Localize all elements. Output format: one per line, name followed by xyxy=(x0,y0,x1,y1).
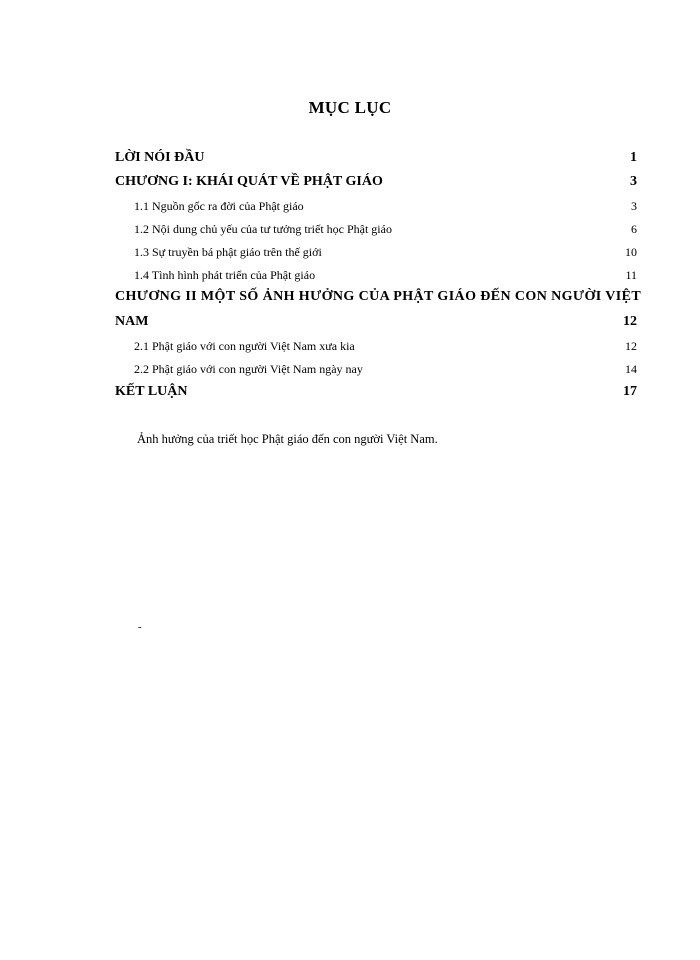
toc-entry-section-1-2[interactable] xyxy=(134,222,637,237)
toc-entry-label: 2.1 Phật giáo với con người Việt Nam xưa kia xyxy=(134,339,355,353)
toc-page-number: 14 xyxy=(625,362,637,376)
document-subtitle: Ảnh hưởng của triết học Phật giáo đến con người Việt Nam. xyxy=(137,432,438,446)
toc-entry-section-1-1[interactable] xyxy=(134,199,637,214)
toc-page-number: 11 xyxy=(625,268,637,282)
toc-entry-section-2-2[interactable] xyxy=(134,362,637,377)
toc-entry-chapter-2-line1[interactable]: CHƯƠNG II MỘT SỐ ẢNH HƯỞNG CỦA PHẬT GIÁO ĐẾN CON NGƯỜI VIỆT xyxy=(115,289,642,304)
toc-page-number: 3 xyxy=(631,199,637,213)
toc-entry-label: 1.3 Sự truyền bá phật giáo trên thế giới xyxy=(134,245,322,259)
toc-page-number: 3 xyxy=(630,174,637,189)
toc-entry-label: 2.2 Phật giáo với con người Việt Nam ngày nay xyxy=(134,362,363,376)
toc-entry-label: CHƯƠNG I: KHÁI QUÁT VỀ PHẬT GIÁO xyxy=(115,174,383,189)
toc-page-number: 12 xyxy=(625,339,637,353)
toc-entry-preface[interactable] xyxy=(115,150,637,166)
toc-entry-chapter-1[interactable] xyxy=(115,174,637,190)
page-title: MỤC LỤC xyxy=(308,98,392,117)
toc-entry-label: KẾT LUẬN xyxy=(115,384,188,399)
toc-entry-label: NAM xyxy=(115,314,149,329)
toc-page-number: 10 xyxy=(625,245,637,259)
toc-entry-conclusion[interactable] xyxy=(115,384,637,400)
toc-entry-section-2-1[interactable] xyxy=(134,339,637,354)
toc-entry-section-1-4[interactable] xyxy=(134,268,637,283)
toc-entry-label: 1.1 Nguồn gốc ra đời của Phật giáo xyxy=(134,199,304,213)
stray-mark: - xyxy=(138,621,142,633)
toc-page-number: 12 xyxy=(623,314,637,329)
toc-entry-label: LỜI NÓI ĐẦU xyxy=(115,150,205,165)
toc-page-number: 6 xyxy=(631,222,637,236)
toc-entry-chapter-2[interactable] xyxy=(115,314,637,330)
toc-entry-label: 1.4 Tình hình phát triển của Phật giáo xyxy=(134,268,316,282)
toc-entry-label: 1.2 Nội dung chủ yếu của tư tưởng triết học Phật giáo xyxy=(134,222,392,236)
toc-entry-section-1-3[interactable] xyxy=(134,245,637,260)
toc-page-number: 1 xyxy=(630,150,637,165)
toc-page-number: 17 xyxy=(623,384,637,399)
